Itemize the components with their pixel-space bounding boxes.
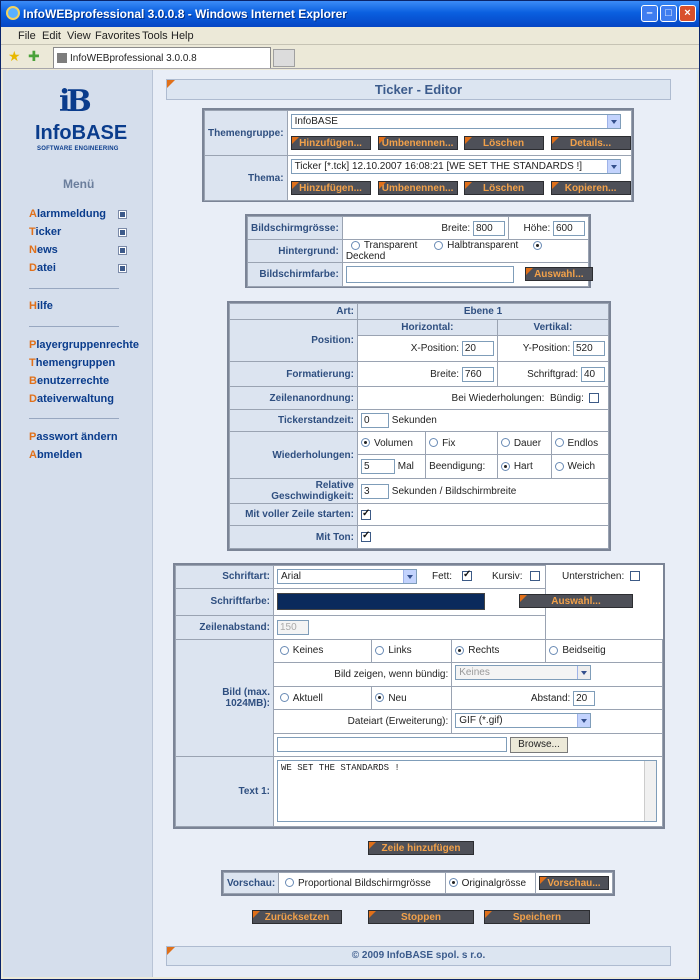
full-line-label: Mit voller Zeile starten: <box>230 503 358 525</box>
underline-checkbox[interactable] <box>630 571 640 581</box>
img-both-option[interactable]: Beidseitig <box>546 639 663 663</box>
font-color-label: Schriftfarbe: <box>176 588 274 616</box>
breite-label: Breite: <box>430 368 460 380</box>
theme-select[interactable]: Ticker [*.tck] 12.10.2007 16:08:21 [WE SET THE STANDARDS !] <box>291 159 621 174</box>
sidebar-divider <box>29 418 119 419</box>
preview-original-option[interactable]: Originalgrösse <box>445 873 535 894</box>
radio-icon[interactable] <box>555 462 564 471</box>
repeat-hint: Bei Wiederholungen: <box>451 392 545 404</box>
format-label: Formatierung: <box>230 361 358 387</box>
radio-icon[interactable] <box>280 693 289 702</box>
nav-playergruppenrechte[interactable]: Playergruppenrechte <box>29 339 140 351</box>
logo-mark: iB <box>59 84 88 119</box>
rep-fix-option[interactable]: Fix <box>426 432 498 454</box>
nav-expand-icon[interactable] <box>118 210 127 219</box>
file-path-input[interactable] <box>277 737 507 752</box>
radio-icon[interactable] <box>501 438 510 447</box>
font-color-swatch <box>277 593 485 610</box>
font-family-select[interactable]: Arial <box>277 569 417 584</box>
stop-button[interactable]: Stoppen <box>368 910 474 924</box>
browser-tab[interactable] <box>53 47 271 68</box>
radio-icon[interactable] <box>501 462 510 471</box>
italic-label: Kursiv: <box>492 571 523 582</box>
page-footer: © 2009 InfoBASE spol. s r.o. <box>166 946 671 966</box>
nav-hilfe[interactable]: Hilfe <box>29 300 53 312</box>
theme-copy-button[interactable]: Kopieren... <box>551 181 631 195</box>
nav-passwort[interactable]: Passwort ändern <box>29 431 118 443</box>
screen-height-input[interactable]: 600 <box>553 221 585 236</box>
favorites-star-icon[interactable]: ★ <box>8 48 21 64</box>
rep-count-input[interactable]: 5 <box>361 459 395 474</box>
line-arrangement-label: Zeilenanordnung: <box>230 387 358 409</box>
preview-label: Vorschau: <box>224 873 279 894</box>
menu-file[interactable]: File <box>18 30 36 42</box>
preview-button[interactable]: Vorschau... <box>539 876 609 890</box>
horizontal-header: Horizontal: <box>358 320 498 336</box>
y-position-label: Y-Position: <box>522 342 571 354</box>
img-new-option[interactable]: Neu <box>372 686 452 710</box>
nav-expand-icon[interactable] <box>118 228 127 237</box>
screen-width-input[interactable]: 800 <box>473 221 505 236</box>
window-title: InfoWEBprofessional 3.0.0.8 - Windows Internet Explorer <box>23 7 347 21</box>
page-favicon-icon <box>57 53 67 63</box>
preview-proportional-option[interactable]: Proportional Bildschirmgrösse <box>279 873 445 894</box>
img-left-option[interactable]: Links <box>372 639 452 663</box>
close-button[interactable]: × <box>679 5 696 22</box>
screen-color-choose-button[interactable]: Auswahl... <box>525 267 593 281</box>
font-color-choose-button[interactable]: Auswahl... <box>519 594 633 608</box>
show-when-label: Bild zeigen, wenn bündig: <box>274 663 452 687</box>
nav-dateiverwaltung[interactable]: Dateiverwaltung <box>29 393 114 405</box>
theme-group-rename-button[interactable]: Umbenennen... <box>378 136 458 150</box>
theme-group-select[interactable]: InfoBASE <box>291 114 621 129</box>
radio-icon[interactable] <box>285 878 294 887</box>
full-line-checkbox[interactable] <box>361 510 371 520</box>
speed-unit-label: Sekunden / Bildschirmbreite <box>391 485 517 497</box>
rep-endless-option[interactable]: Endlos <box>551 432 609 454</box>
textarea-scrollbar[interactable] <box>644 761 656 821</box>
img-current-option[interactable]: Aktuell <box>274 686 372 710</box>
menu-tools[interactable]: Tools <box>142 30 168 42</box>
bg-half-option[interactable]: Halbtransparent <box>434 240 518 251</box>
screen-size-label: Bildschirmgrösse: <box>248 217 343 240</box>
save-button[interactable]: Speichern <box>484 910 590 924</box>
preview-panel <box>221 870 615 896</box>
x-position-input[interactable]: 20 <box>462 341 494 356</box>
chevron-down-icon <box>577 666 590 679</box>
bg-opaque-option[interactable]: Deckend <box>346 240 546 262</box>
distance-input[interactable]: 20 <box>573 691 595 706</box>
screen-panel <box>245 214 591 288</box>
sound-checkbox[interactable] <box>361 532 371 542</box>
nav-ticker[interactable]: Ticker <box>29 226 62 238</box>
seconds-label: Sekunden <box>391 415 437 427</box>
repetitions-label: Wiederholungen: <box>230 432 358 479</box>
radio-icon[interactable] <box>361 438 370 447</box>
theme-delete-button[interactable]: Löschen <box>464 181 544 195</box>
sound-label: Mit Ton: <box>230 526 358 549</box>
text1-label: Text 1: <box>176 757 274 827</box>
radio-icon[interactable] <box>533 241 542 250</box>
underline-label: Unterstrichen: <box>562 571 625 582</box>
position-label: Position: <box>230 320 358 362</box>
filetype-label: Dateiart (Erweiterung): <box>274 710 452 734</box>
theme-add-button[interactable]: Hinzufügen... <box>291 181 371 195</box>
speed-label: Relative Geschwindigkeit: <box>230 479 358 504</box>
font-family-label: Schriftart: <box>176 566 274 589</box>
maximize-button[interactable]: □ <box>660 5 677 22</box>
screen-color-field <box>346 266 514 283</box>
radio-icon[interactable] <box>351 241 360 250</box>
menu-favorites[interactable]: Favorites <box>95 30 141 42</box>
page-content <box>3 70 697 977</box>
radio-icon[interactable] <box>455 646 464 655</box>
menu-title: Menü <box>63 177 95 191</box>
bold-checkbox[interactable] <box>462 571 472 581</box>
menu-view[interactable]: View <box>67 30 91 42</box>
standtime-input[interactable]: 0 <box>361 413 389 428</box>
logo-name: InfoBASE <box>35 122 128 144</box>
minimize-button[interactable]: – <box>641 5 658 22</box>
ending-label: Beendigung: <box>426 454 498 479</box>
theme-group-delete-button[interactable]: Löschen <box>464 136 544 150</box>
browse-button[interactable]: Browse... <box>510 737 568 753</box>
new-tab-button[interactable] <box>273 49 295 67</box>
sidebar-divider <box>29 288 119 289</box>
browser-tab-label: InfoWEBprofessional 3.0.0.8 <box>70 53 197 64</box>
nav-news[interactable]: News <box>29 244 58 256</box>
nav-abmelden[interactable]: Abmelden <box>29 449 83 461</box>
main-area <box>163 70 693 977</box>
logo-subtitle: SOFTWARE ENGINEERING <box>37 146 119 152</box>
theme-panel <box>202 108 634 202</box>
image-label: Bild (max. 1024MB): <box>176 639 274 757</box>
flush-checkbox[interactable] <box>589 393 599 403</box>
end-soft-option[interactable]: Weich <box>551 454 609 479</box>
nav-expand-icon[interactable] <box>118 246 127 255</box>
layer-panel <box>227 301 611 551</box>
font-size-label: Schriftgrad: <box>527 368 579 380</box>
y-position-input[interactable]: 520 <box>573 341 605 356</box>
menu-help[interactable]: Help <box>171 30 194 42</box>
nav-expand-icon[interactable] <box>118 264 127 273</box>
text1-content: WE SET THE STANDARDS ! <box>281 763 400 774</box>
bg-transparent-option[interactable]: Transparent <box>351 240 418 251</box>
speed-input[interactable]: 3 <box>361 484 389 499</box>
show-when-select[interactable]: Keines <box>455 665 591 680</box>
background-label: Hintergrund: <box>248 240 343 263</box>
radio-icon[interactable] <box>549 646 558 655</box>
tab-toolbar <box>1 45 699 69</box>
nav-benutzerrechte[interactable]: Benutzerrechte <box>29 375 110 387</box>
distance-label: Abstand: <box>530 692 571 704</box>
art-label: Art: <box>230 304 358 320</box>
title-bar <box>1 1 699 27</box>
theme-rename-button[interactable]: Umbenennen... <box>378 181 458 195</box>
layer-width-input[interactable]: 760 <box>462 367 494 382</box>
standtime-label: Tickerstandzeit: <box>230 409 358 431</box>
font-size-input[interactable]: 40 <box>581 367 605 382</box>
text-panel <box>173 563 665 829</box>
img-right-option[interactable]: Rechts <box>452 639 546 663</box>
bold-label: Fett: <box>432 571 453 582</box>
radio-icon[interactable] <box>434 241 443 250</box>
sidebar <box>3 70 153 977</box>
end-hard-option[interactable]: Hart <box>497 454 551 479</box>
chevron-down-icon <box>607 160 620 173</box>
height-label: Höhe: <box>523 222 551 234</box>
italic-checkbox[interactable] <box>530 571 540 581</box>
menu-edit[interactable]: Edit <box>42 30 61 42</box>
chevron-down-icon <box>577 714 590 727</box>
ie-logo-icon <box>6 6 20 20</box>
radio-icon[interactable] <box>449 878 458 887</box>
nav-alarmmeldung[interactable]: Alarmmeldung <box>29 208 107 220</box>
radio-icon[interactable] <box>375 646 384 655</box>
reset-button[interactable]: Zurücksetzen <box>252 910 342 924</box>
flush-label: Bündig: <box>549 392 584 404</box>
vertical-header: Vertikal: <box>497 320 608 336</box>
filetype-select[interactable]: GIF (*.gif) <box>455 713 591 728</box>
infobase-logo <box>33 84 133 156</box>
sidebar-divider <box>29 326 119 327</box>
page-title: Ticker - Editor <box>166 79 671 100</box>
theme-label: Thema: <box>205 156 288 201</box>
radio-icon[interactable] <box>429 438 438 447</box>
mal-label: Mal <box>397 461 414 473</box>
theme-group-label: Themengruppe: <box>205 111 288 156</box>
chevron-down-icon <box>403 570 416 583</box>
text1-textarea[interactable] <box>277 760 657 822</box>
nav-themengruppen[interactable]: Themengruppen <box>29 357 116 369</box>
rep-duration-option[interactable]: Dauer <box>497 432 551 454</box>
line-spacing-label: Zeilenabstand: <box>176 616 274 640</box>
line-spacing-input[interactable]: 150 <box>277 620 309 635</box>
menu-bar <box>1 27 699 45</box>
chevron-down-icon <box>607 115 620 128</box>
nav-datei[interactable]: Datei <box>29 262 56 274</box>
art-value: Ebene 1 <box>358 304 609 320</box>
screen-color-label: Bildschirmfarbe: <box>248 263 343 287</box>
rep-volume-option[interactable]: Volumen <box>358 432 426 454</box>
width-label: Breite: <box>441 222 471 234</box>
radio-icon[interactable] <box>280 646 289 655</box>
theme-group-add-button[interactable]: Hinzufügen... <box>291 136 371 150</box>
img-none-option[interactable]: Keines <box>274 639 372 663</box>
add-favorites-icon[interactable]: ✚ <box>28 48 40 64</box>
add-line-button[interactable]: Zeile hinzufügen <box>368 841 474 855</box>
radio-icon[interactable] <box>375 693 384 702</box>
theme-group-details-button[interactable]: Details... <box>551 136 631 150</box>
radio-icon[interactable] <box>555 438 564 447</box>
x-position-label: X-Position: <box>410 342 460 354</box>
